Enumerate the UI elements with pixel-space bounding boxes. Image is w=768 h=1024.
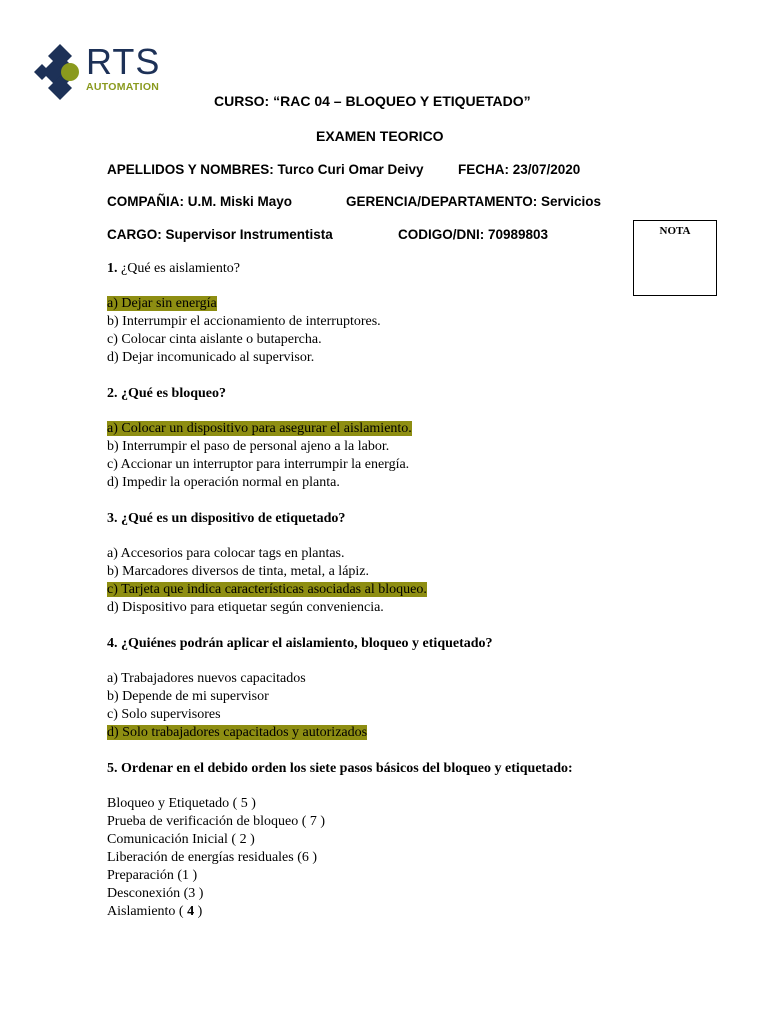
q5-step bbox=[107, 886, 203, 902]
q5-step-number: 1 bbox=[182, 868, 190, 883]
q4-option-d-text: d) Solo trabajadores capacitados y autorizados bbox=[107, 725, 368, 740]
q2-option-a bbox=[107, 421, 412, 437]
question-3: 3. ¿Qué es un dispositivo de etiquetado? bbox=[107, 511, 346, 526]
position-field: CARGO: Supervisor Instrumentista bbox=[107, 227, 333, 242]
company-field: COMPAÑIA: U.M. Miski Mayo bbox=[107, 194, 293, 209]
q5-step-label: Liberación de energías residuales ( bbox=[107, 850, 302, 865]
question-1-text: ¿Qué es aislamiento? bbox=[117, 261, 240, 276]
q5-step bbox=[107, 796, 256, 812]
q1-option-a-text: a) Dejar sin energía bbox=[107, 296, 217, 311]
names-field: APELLIDOS Y NOMBRES: Turco Curi Omar Deivy bbox=[107, 162, 424, 177]
q5-step-end: ) bbox=[316, 814, 326, 829]
q2-option-d: d) Impedir la operación normal en planta. bbox=[107, 475, 340, 490]
q1-option-b: b) Interrumpir el accionamiento de interruptores. bbox=[107, 314, 381, 329]
q5-step-end: ) bbox=[189, 868, 198, 883]
q4-option-b: b) Depende de mi supervisor bbox=[107, 689, 269, 704]
q5-step-number: 3 bbox=[188, 886, 196, 901]
q5-step bbox=[107, 868, 197, 884]
q1-option-d: d) Dejar incomunicado al supervisor. bbox=[107, 350, 315, 365]
q5-step bbox=[107, 814, 325, 830]
logo-name: RTS bbox=[86, 41, 161, 82]
q5-step-label: Comunicación Inicial ( bbox=[107, 832, 240, 847]
grade-box bbox=[633, 220, 717, 296]
question-2: 2. ¿Qué es bloqueo? bbox=[107, 386, 227, 401]
q5-step-label: Preparación ( bbox=[107, 868, 183, 883]
q5-step-number: 5 bbox=[240, 796, 248, 811]
q4-option-d bbox=[107, 725, 367, 741]
question-5: 5. Ordenar en el debido orden los siete pasos básicos del bloqueo y etiquetado: bbox=[107, 761, 573, 776]
q2-option-a-text: a) Colocar un dispositivo para asegurar el aislamiento. bbox=[107, 421, 412, 436]
question-1-number: 1. bbox=[107, 261, 118, 276]
q5-step-number: 7 bbox=[309, 814, 317, 829]
department-field: GERENCIA/DEPARTAMENTO: Servicios bbox=[346, 194, 602, 209]
course-title: CURSO: “RAC 04 – BLOQUEO Y ETIQUETADO” bbox=[214, 93, 531, 109]
logo-subtitle: AUTOMATION bbox=[86, 81, 160, 93]
grade-label: NOTA bbox=[659, 225, 691, 237]
q5-step bbox=[107, 832, 255, 848]
q3-option-c-text: c) Tarjeta que indica características asociadas al bloqueo. bbox=[107, 582, 427, 597]
q3-option-d: d) Dispositivo para etiquetar según conveniencia. bbox=[107, 600, 384, 615]
q5-step-label: Desconexión ( bbox=[107, 886, 189, 901]
date-field: FECHA: 23/07/2020 bbox=[458, 162, 581, 177]
q5-step bbox=[107, 904, 202, 920]
q5-step-number: 2 bbox=[239, 832, 247, 847]
question-1 bbox=[107, 261, 240, 277]
q5-step-label: Bloqueo y Etiquetado ( bbox=[107, 796, 241, 811]
q2-option-b: b) Interrumpir el paso de personal ajeno a la labor. bbox=[107, 439, 390, 454]
q1-option-c: c) Colocar cinta aislante o butapercha. bbox=[107, 332, 322, 347]
q2-option-c: c) Accionar un interruptor para interrumpir la energía. bbox=[107, 457, 410, 472]
q5-step-label: Prueba de verificación de bloqueo ( bbox=[107, 814, 310, 829]
q3-option-a: a) Accesorios para colocar tags en plantas. bbox=[107, 546, 345, 561]
q5-step bbox=[107, 850, 317, 866]
q5-step-end: ) bbox=[194, 904, 203, 919]
q5-step-end: ) bbox=[195, 886, 204, 901]
question-4: 4. ¿Quiénes podrán aplicar el aislamiento, bloqueo y etiquetado? bbox=[107, 636, 493, 651]
q3-option-c bbox=[107, 582, 427, 598]
q4-option-a: a) Trabajadores nuevos capacitados bbox=[107, 671, 306, 686]
id-field: CODIGO/DNI: 70989803 bbox=[398, 227, 549, 242]
q5-step-label: Aislamiento ( bbox=[107, 904, 188, 919]
q5-step-number: 4 bbox=[187, 904, 195, 919]
q5-step-end: ) bbox=[246, 832, 255, 847]
exam-title: EXAMEN TEORICO bbox=[316, 128, 444, 144]
q1-option-a bbox=[107, 296, 217, 312]
q5-step-number: 6 bbox=[301, 850, 309, 865]
q4-option-c: c) Solo supervisores bbox=[107, 707, 221, 722]
q5-step-end: ) bbox=[308, 850, 318, 865]
q3-option-b: b) Marcadores diversos de tinta, metal, a lápiz. bbox=[107, 564, 370, 579]
q5-step-end: ) bbox=[247, 796, 256, 811]
